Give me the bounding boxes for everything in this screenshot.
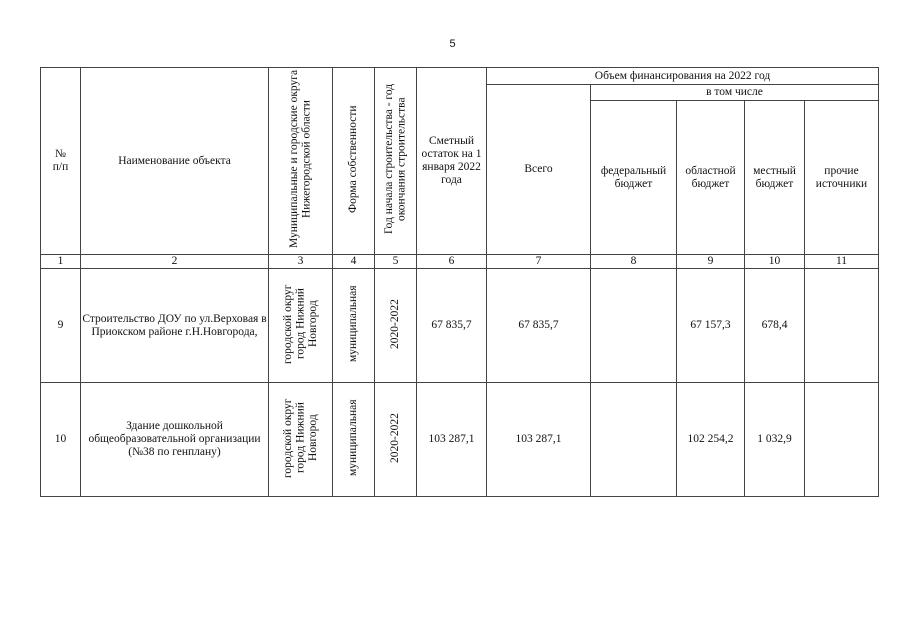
- years: 2020-2022: [375, 269, 417, 383]
- balance: 103 287,1: [417, 383, 487, 497]
- balance: 67 835,7: [417, 269, 487, 383]
- other: [805, 269, 879, 383]
- federal: [591, 383, 677, 497]
- table-row: [41, 269, 879, 383]
- municipality: городской округ город Нижний Новгород: [269, 269, 333, 383]
- col-number: 3: [269, 255, 333, 269]
- col-number: 11: [805, 255, 879, 269]
- header-years: Год начала строительства - год окончания строительства: [375, 68, 417, 255]
- header-including-group: в том числе: [591, 85, 879, 101]
- table-row: [41, 383, 879, 497]
- header-name: Наименование объекта: [81, 68, 269, 255]
- total: 103 287,1: [487, 383, 591, 497]
- header-ownership: Форма собственности: [333, 68, 375, 255]
- header-municipality: Муниципальные и городские округа Нижегородской области: [269, 68, 333, 255]
- municipality: городской округ город Нижний Новгород: [269, 383, 333, 497]
- header-local: местный бюджет: [745, 101, 805, 255]
- regional: 67 157,3: [677, 269, 745, 383]
- header-num: № п/п: [41, 68, 81, 255]
- col-number: 8: [591, 255, 677, 269]
- col-number: 1: [41, 255, 81, 269]
- total: 67 835,7: [487, 269, 591, 383]
- financing-table: [40, 67, 879, 497]
- col-number: 4: [333, 255, 375, 269]
- object-name: Строительство ДОУ по ул.Верховая в Приокском районе г.Н.Новгорода,: [81, 269, 269, 383]
- row-num: 9: [41, 269, 81, 383]
- col-number: 7: [487, 255, 591, 269]
- header-federal: федеральный бюджет: [591, 101, 677, 255]
- col-number: 2: [81, 255, 269, 269]
- local: 678,4: [745, 269, 805, 383]
- header-regional: областной бюджет: [677, 101, 745, 255]
- object-name: Здание дошкольной общеобразовательной организации (№38 по генплану): [81, 383, 269, 497]
- header-balance: Сметный остаток на 1 января 2022 года: [417, 68, 487, 255]
- federal: [591, 269, 677, 383]
- col-number: 6: [417, 255, 487, 269]
- local: 1 032,9: [745, 383, 805, 497]
- col-number: 5: [375, 255, 417, 269]
- header-financing-group: Объем финансирования на 2022 год: [487, 68, 879, 85]
- col-number: 10: [745, 255, 805, 269]
- col-number: 9: [677, 255, 745, 269]
- row-num: 10: [41, 383, 81, 497]
- years: 2020-2022: [375, 383, 417, 497]
- ownership: муниципальная: [333, 383, 375, 497]
- regional: 102 254,2: [677, 383, 745, 497]
- page-number: 5: [449, 38, 456, 50]
- other: [805, 383, 879, 497]
- header-total: Всего: [487, 85, 591, 255]
- ownership: муниципальная: [333, 269, 375, 383]
- header-other: прочие источники: [805, 101, 879, 255]
- column-numbers-row: [41, 255, 879, 269]
